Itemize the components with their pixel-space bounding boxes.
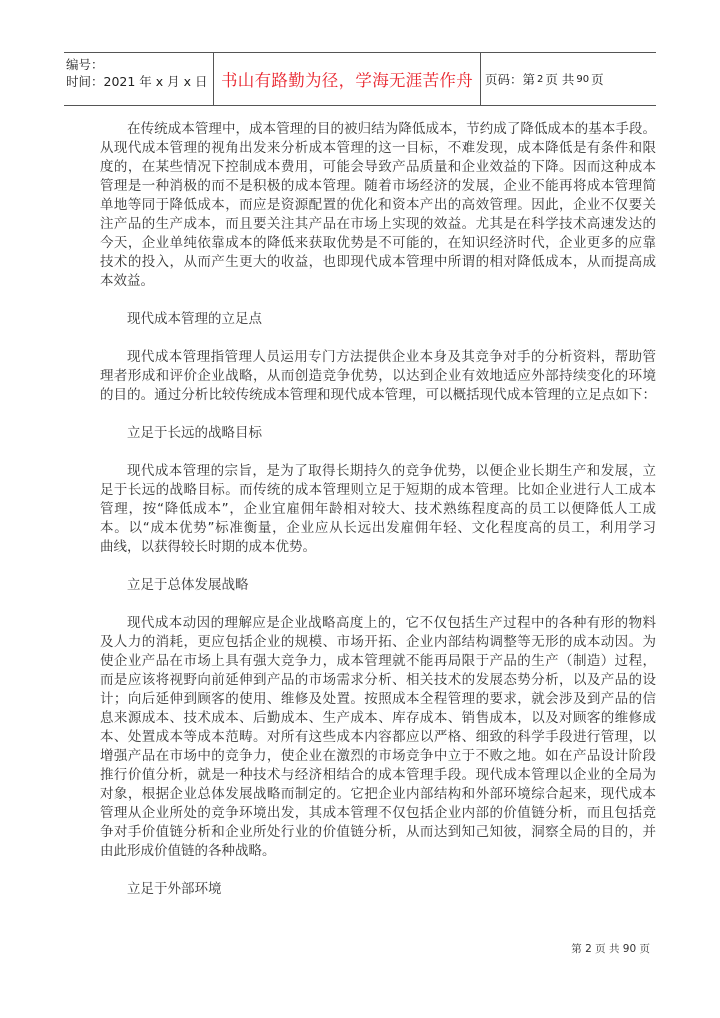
text-line: 管理从企业所处的竞争环境出发，其成本管理不仅包括企业内部的价值链分析，而且包括竞 xyxy=(100,805,656,821)
text-line: 技术的投入，从而产生更大的收益，也即现代成本管理中所谓的相对降低成本，从而提高成 xyxy=(100,254,656,270)
section-heading xyxy=(100,880,656,899)
text-line: 管理，按“降低成本”，企业宜雇佣年龄相对较大、技术熟练程度高的员工以便降低人工成 xyxy=(100,501,656,517)
paragraph xyxy=(100,462,656,557)
document-number-label: 编号： xyxy=(66,57,104,72)
text-line: 立足于长远的战略目标 xyxy=(127,425,262,441)
header-page-code xyxy=(482,53,659,105)
text-line: 本效益。 xyxy=(100,273,154,289)
section-heading xyxy=(100,576,656,595)
text-line: 的目的。通过分析比较传统成本管理和现代成本管理，可以概括现代成本管理的立足点如下： xyxy=(100,387,656,403)
document-time-label: 时间：2021 年 x 月 x 日 xyxy=(66,74,208,89)
text-line: 单地等同于降低成本，而应是资源配置的优化和资本产出的高效管理。因此，企业不仅要关 xyxy=(100,197,656,213)
text-line: 现代成本管理指管理人员运用专门方法提供企业本身及其竞争对手的分析资料，帮助管 xyxy=(127,349,656,365)
text-line: 曲线，以获得较长时期的成本优势。 xyxy=(100,539,316,555)
text-line: 从现代成本管理的视角出发来分析成本管理的这一目标，不难发现，成本降低是有条件和限 xyxy=(100,140,656,156)
document-body xyxy=(100,120,656,899)
text-line: 注产品的生产成本，而且要关注其产品在市场上实现的效益。尤其是在科学技术高速发达的 xyxy=(100,216,656,232)
text-line: 在传统成本管理中，成本管理的目的被归结为降低成本，节约成了降低成本的基本手段。 xyxy=(127,121,656,137)
text-line: 使企业产品在市场上具有强大竞争力，成本管理就不能再局限于产品的生产（制造）过程， xyxy=(100,653,656,669)
text-line: 今天，企业单纯依靠成本的降低来获取优势是不可能的，在知识经济时代，企业更多的应靠 xyxy=(100,235,656,251)
paragraph xyxy=(100,348,656,405)
page-code-current: 2 xyxy=(537,73,544,85)
text-line: 现代成本管理的立足点 xyxy=(127,311,262,327)
header-slogan: 书山有路勤为径，学海无涯苦作舟 xyxy=(221,71,473,90)
text-line: 立足于总体发展战略 xyxy=(127,577,249,593)
blank-line xyxy=(100,557,656,576)
section-heading xyxy=(100,424,656,443)
text-line: 立足于外部环境 xyxy=(127,881,222,897)
paragraph xyxy=(100,120,656,291)
text-line: 本、处置成本等成本范畴。对所有这些成本内容都应以严格、细致的科学手段进行管理，以 xyxy=(100,729,656,745)
text-line: 对象，根据企业总体发展战略而制定的。它把企业内部结构和外部环境综合起来，现代成本 xyxy=(100,786,656,802)
text-line: 争对手价值链分析和企业所处行业的价值链分析，从而达到知己知彼，洞察全局的目的，并 xyxy=(100,824,656,840)
text-line: 计；向后延伸到顾客的使用、维修及处置。按照成本全程管理的要求，就会涉及到产品的信 xyxy=(100,691,656,707)
page-footer: 第 2 页 共 90 页 xyxy=(571,943,650,955)
text-line: 及人力的消耗，更应包括企业的规模、市场开拓、企业内部结构调整等无形的成本动因。为 xyxy=(100,634,656,650)
text-line: 理者形成和评价企业战略，从而创造竞争优势，以达到企业有效地适应外部持续变化的环境 xyxy=(100,368,656,384)
text-line: 增强产品在市场中的竞争力，使企业在激烈的市场竞争中立于不败之地。如在产品设计阶段 xyxy=(100,748,656,764)
blank-line xyxy=(100,291,656,310)
page-code-mid: 页 共 xyxy=(545,72,575,87)
text-line: 管理是一种消极的而不是积极的成本管理。随着市场经济的发展，企业不能再将成本管理简 xyxy=(100,178,656,194)
blank-line xyxy=(100,405,656,424)
blank-line xyxy=(100,595,656,614)
text-line: 息来源成本、技术成本、后勤成本、生产成本、库存成本、销售成本，以及对顾客的维修成 xyxy=(100,710,656,726)
text-line: 由此形成价值链的各种战略。 xyxy=(100,843,276,859)
text-line: 现代成本管理的宗旨，是为了取得长期持久的竞争优势，以便企业长期生产和发展，立 xyxy=(127,463,656,479)
blank-line xyxy=(100,329,656,348)
text-line: 本。以“成本优势”标准衡量，企业应从长远出发雇佣年轻、文化程度高的员工，利用学习 xyxy=(100,520,656,536)
page-code-total: 90 xyxy=(576,73,590,85)
paragraph xyxy=(100,614,656,861)
page-header xyxy=(64,52,656,106)
text-line: 度的，在某些情况下控制成本费用，可能会导致产品质量和企业效益的下降。因而这种成本 xyxy=(100,159,656,175)
page-code-prefix: 页码：第 xyxy=(485,72,536,87)
text-line: 而是应该将视野向前延伸到产品的市场需求分析、相关技术的发展态势分析，以及产品的设 xyxy=(100,672,656,688)
header-slogan-cell xyxy=(213,53,481,105)
page-code-suffix: 页 xyxy=(591,72,604,87)
header-meta xyxy=(64,53,212,105)
section-heading xyxy=(100,310,656,329)
blank-line xyxy=(100,861,656,880)
blank-line xyxy=(100,443,656,462)
text-line: 现代成本动因的理解应是企业战略高度上的，它不仅包括生产过程中的各种有形的物料 xyxy=(127,615,656,631)
text-line: 推行价值分析，就是一种技术与经济相结合的成本管理手段。现代成本管理以企业的全局为 xyxy=(100,767,656,783)
text-line: 足于长远的战略目标。而传统的成本管理则立足于短期的成本管理。比如企业进行人工成本 xyxy=(100,482,656,498)
